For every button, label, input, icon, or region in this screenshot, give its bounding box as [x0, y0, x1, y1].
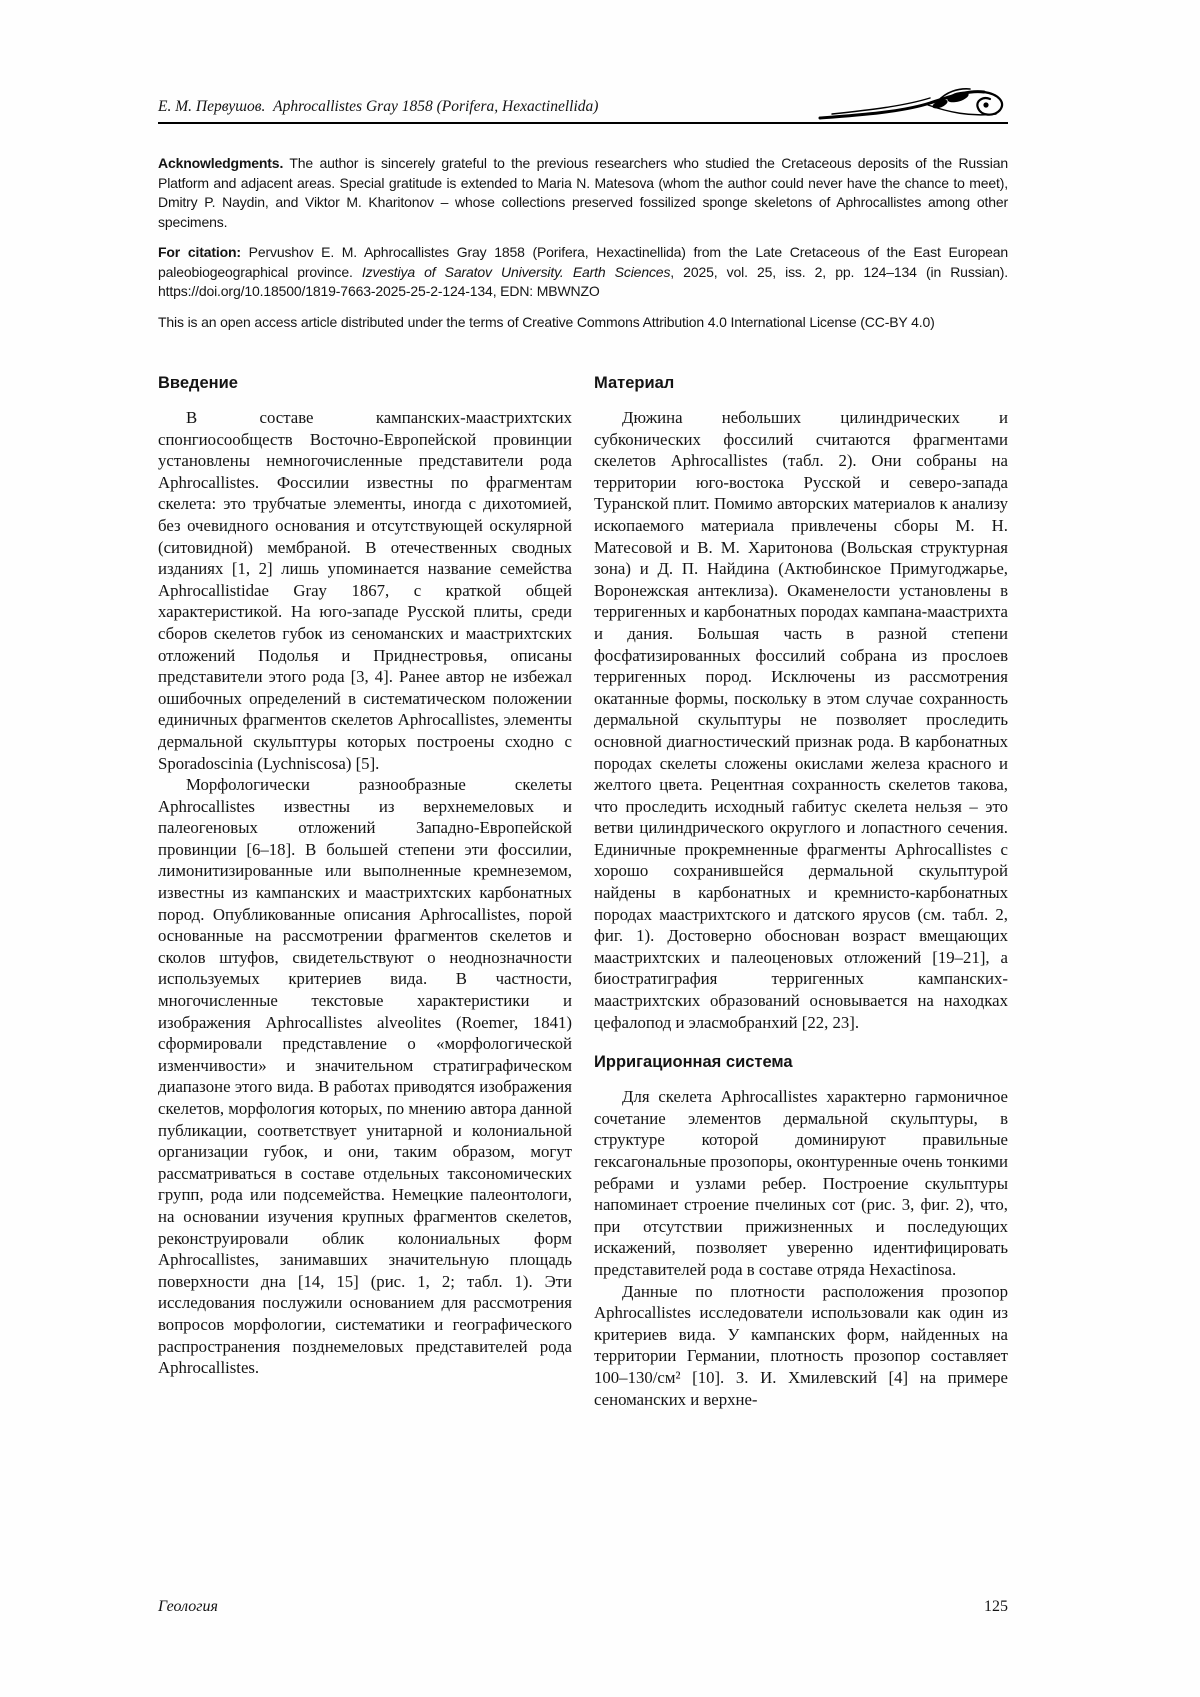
- body-paragraph: Данные по плотности расположения прозопор Aphrocallistes исследователи использовали как один из критериев вида. У кампанских форм, найденных на территории Германии, плотность прозопор составляет 100–130/см² [10]. З. И. Хмилевский [4] на примере сеноманских и верхне-: [594, 1281, 1008, 1409]
- doi-link[interactable]: https://doi.org/10.18500/1819-7663-2025-25-2-124-134: [158, 283, 493, 299]
- header-ornament-icon: [818, 84, 1008, 122]
- page-footer: [158, 1598, 1008, 1616]
- citation-label: For citation:: [158, 244, 241, 260]
- article-body: [158, 374, 1008, 1410]
- acknowledgments-paragraph: [158, 154, 1008, 232]
- acknowledgments-label: Acknowledgments.: [158, 155, 284, 171]
- acknowledgments-text: The author is sincerely grateful to the previous researchers who studied the Cretaceous deposits of the Russian Platform and adjacent areas. Special gratitude is extended to Maria N. Matesova (whom the author could never have the chance to meet), Dmitry P. Naydin, and Viktor M. Kharitonov – whose collections preserved fossilized sponge skeletons of Aphrocallistes among other specimens.: [158, 155, 1008, 230]
- citation-journal-name: Izvestiya of Saratov University. Earth Sciences: [361, 263, 671, 280]
- citation-text-2: , 2025, vol. 25, iss. 2, pp. 124–134 (in Russian).: [670, 263, 1009, 280]
- open-access-note: This is an open access article distributed under the terms of Creative Commons Attribution 4.0 International License (CC-BY 4.0): [158, 313, 935, 330]
- footer-section-name: Геология: [158, 1598, 218, 1615]
- section-heading-introduction: Введение: [158, 374, 238, 392]
- section-heading-material: Материал: [594, 374, 675, 392]
- citation-edn-text: , EDN: MBWNZO: [492, 283, 600, 299]
- body-paragraph: Морфологически разнообразные скелеты Aphrocallistes известны из верхнемеловых и палеогеновых отложений Западно-Европейской провинции [6–18]. В большей степени эти фоссилии, лимонитизированные или выполненные кремнеземом, известны из кампанских и маастрихтских карбонатных пород. Опубликованные описания Aphrocallistes, порой основанные на рассмотрении фрагментов скелетов и сколов штуфов, свидетельствуют о неоднозначности используемых критериев вида. В частности, многочисленные текстовые характеристики и изображения Aphrocallistes alveolites (Roemer, 1841) сформировали представление о «морфологической изменчивости» и значительном стратиграфическом диапазоне этого вида. В работах приводятся изображения скелетов, морфология которых, по мнению автора данной публикации, соответствует унитарной и колониальной организации губок, и они, таким образом, могут рассматриваться в составе отдельных таксономических групп, рода или подсемейства. Немецкие палеонтологи, на основании изучения крупных фрагментов скелетов, реконструировали облик колониальных форм Aphrocallistes, занимавших значительную площадь поверхности дна [14, 15] (рис. 1, 2; табл. 1). Эти исследования послужили основанием для рассмотрения вопросов морфологии, систематики и географического распространения позднемеловых представителей рода Aphrocallistes.: [158, 775, 572, 1378]
- frontmatter: [158, 154, 1008, 332]
- citation-text-1: Pervushov E. M. Aphrocallistes Gray 1858 (Porifera, Hexactinellida) from the Late Cretaceous of the East European paleobiogeographical province.: [158, 244, 1009, 280]
- body-paragraph: В составе кампанских-маастрихтских спонгиосообществ Восточно-Европейской провинции установлены немногочисленные представители рода Aphrocallistes. Фоссилии известны по фрагментам скелета: это трубчатые элементы, иногда с дихотомией, без очевидного основания и отсутствующей оскулярной (ситовидной) мембраной. В отечественных сводных изданиях [1, 2] лишь упоминается название семейства Aphrocallistidae Gray 1867, с краткой общей характеристикой. На юго-западе Русской плиты, среди сборов скелетов губок из сеноманских и маастрихтских отложений Подолья и Приднестровья, описаны представители этого рода [3, 4]. Ранее автор не избежал ошибочных определений в систематическом положении единичных фрагментов скелетов Aphrocallistes, элементы дермальной скульптуры которых построены сходно с Sporadoscinia (Lychniscosa) [5].: [158, 408, 572, 773]
- page-number: 125: [984, 1598, 1008, 1615]
- right-column: [594, 374, 1008, 1410]
- section-heading-irrigation-system: Ирригационная система: [594, 1053, 793, 1072]
- body-paragraph: Для скелета Aphrocallistes характерно гармоничное сочетание элементов дермальной скульптуры, в структуре которой доминируют правильные гексагональные прозопоры, оконтуренные очень тонкими ребрами и узлами ребер. Построение скульптуры напоминает строение пчелиных сот (рис. 3, фиг. 2), что, при отсутствии прижизненных и последующих искажений, позволяет уверенно идентифицировать представителей рода в составе отряда Hexactinosa.: [594, 1087, 1008, 1279]
- body-paragraph: Дюжина небольших цилиндрических и субконических фоссилий считаются фрагментами скелетов Aphrocallistes (табл. 2). Они собраны на территории юго-востока Русской и северо-запада Туранской плит. Помимо авторских материалов к анализу ископаемого материала привлечены сборы М. Н. Матесовой и В. М. Харитонова (Вольская структурная зона) и Д. П. Найдина (Актюбинское Примугоджарье, Воронежская антеклиза). Окаменелости установлены в терригенных и карбонатных породах кампана-маастрихта и дания. Большая часть в разной степени фосфатизированных фоссилий собрана из прослоев терригенных пород. Исключены из рассмотрения окатанные формы, поскольку в этом случае сохранность дермальной скульптуры не позволяет проследить основной диагностический признак рода. В карбонатных породах скелеты сложены окислами железа красного и желтого цвета. Рецентная сохранность скелетов такова, что проследить исходный габитус скелета нельзя – это ветви цилиндрического округлого и лопастного сечения. Единичные прокремненные фрагменты Aphrocallistes с хорошо сохранившейся дермальной скульптурой найдены в карбонатных и кремнисто-карбонатных породах маастрихтского и датского ярусов (см. табл. 2, фиг. 1). Достоверно обоснован возраст вмещающих маастрихтских и палеоценовых отложений [19–21], а биостратиграфия терригенных кампанских-маастрихтских образований основывается на находках цефалопод и эласмобранхий [22, 23].: [594, 408, 1008, 1032]
- running-head-row: [158, 84, 1008, 120]
- running-title: Е. М. Первушов. Aphrocallistes Gray 1858 (Porifera, Hexactinellida): [158, 98, 599, 115]
- header-rule: [158, 122, 1008, 124]
- page-content: [158, 0, 1008, 1410]
- citation-paragraph: [158, 243, 1008, 302]
- page-header: [158, 84, 1008, 124]
- left-column: [158, 374, 572, 1410]
